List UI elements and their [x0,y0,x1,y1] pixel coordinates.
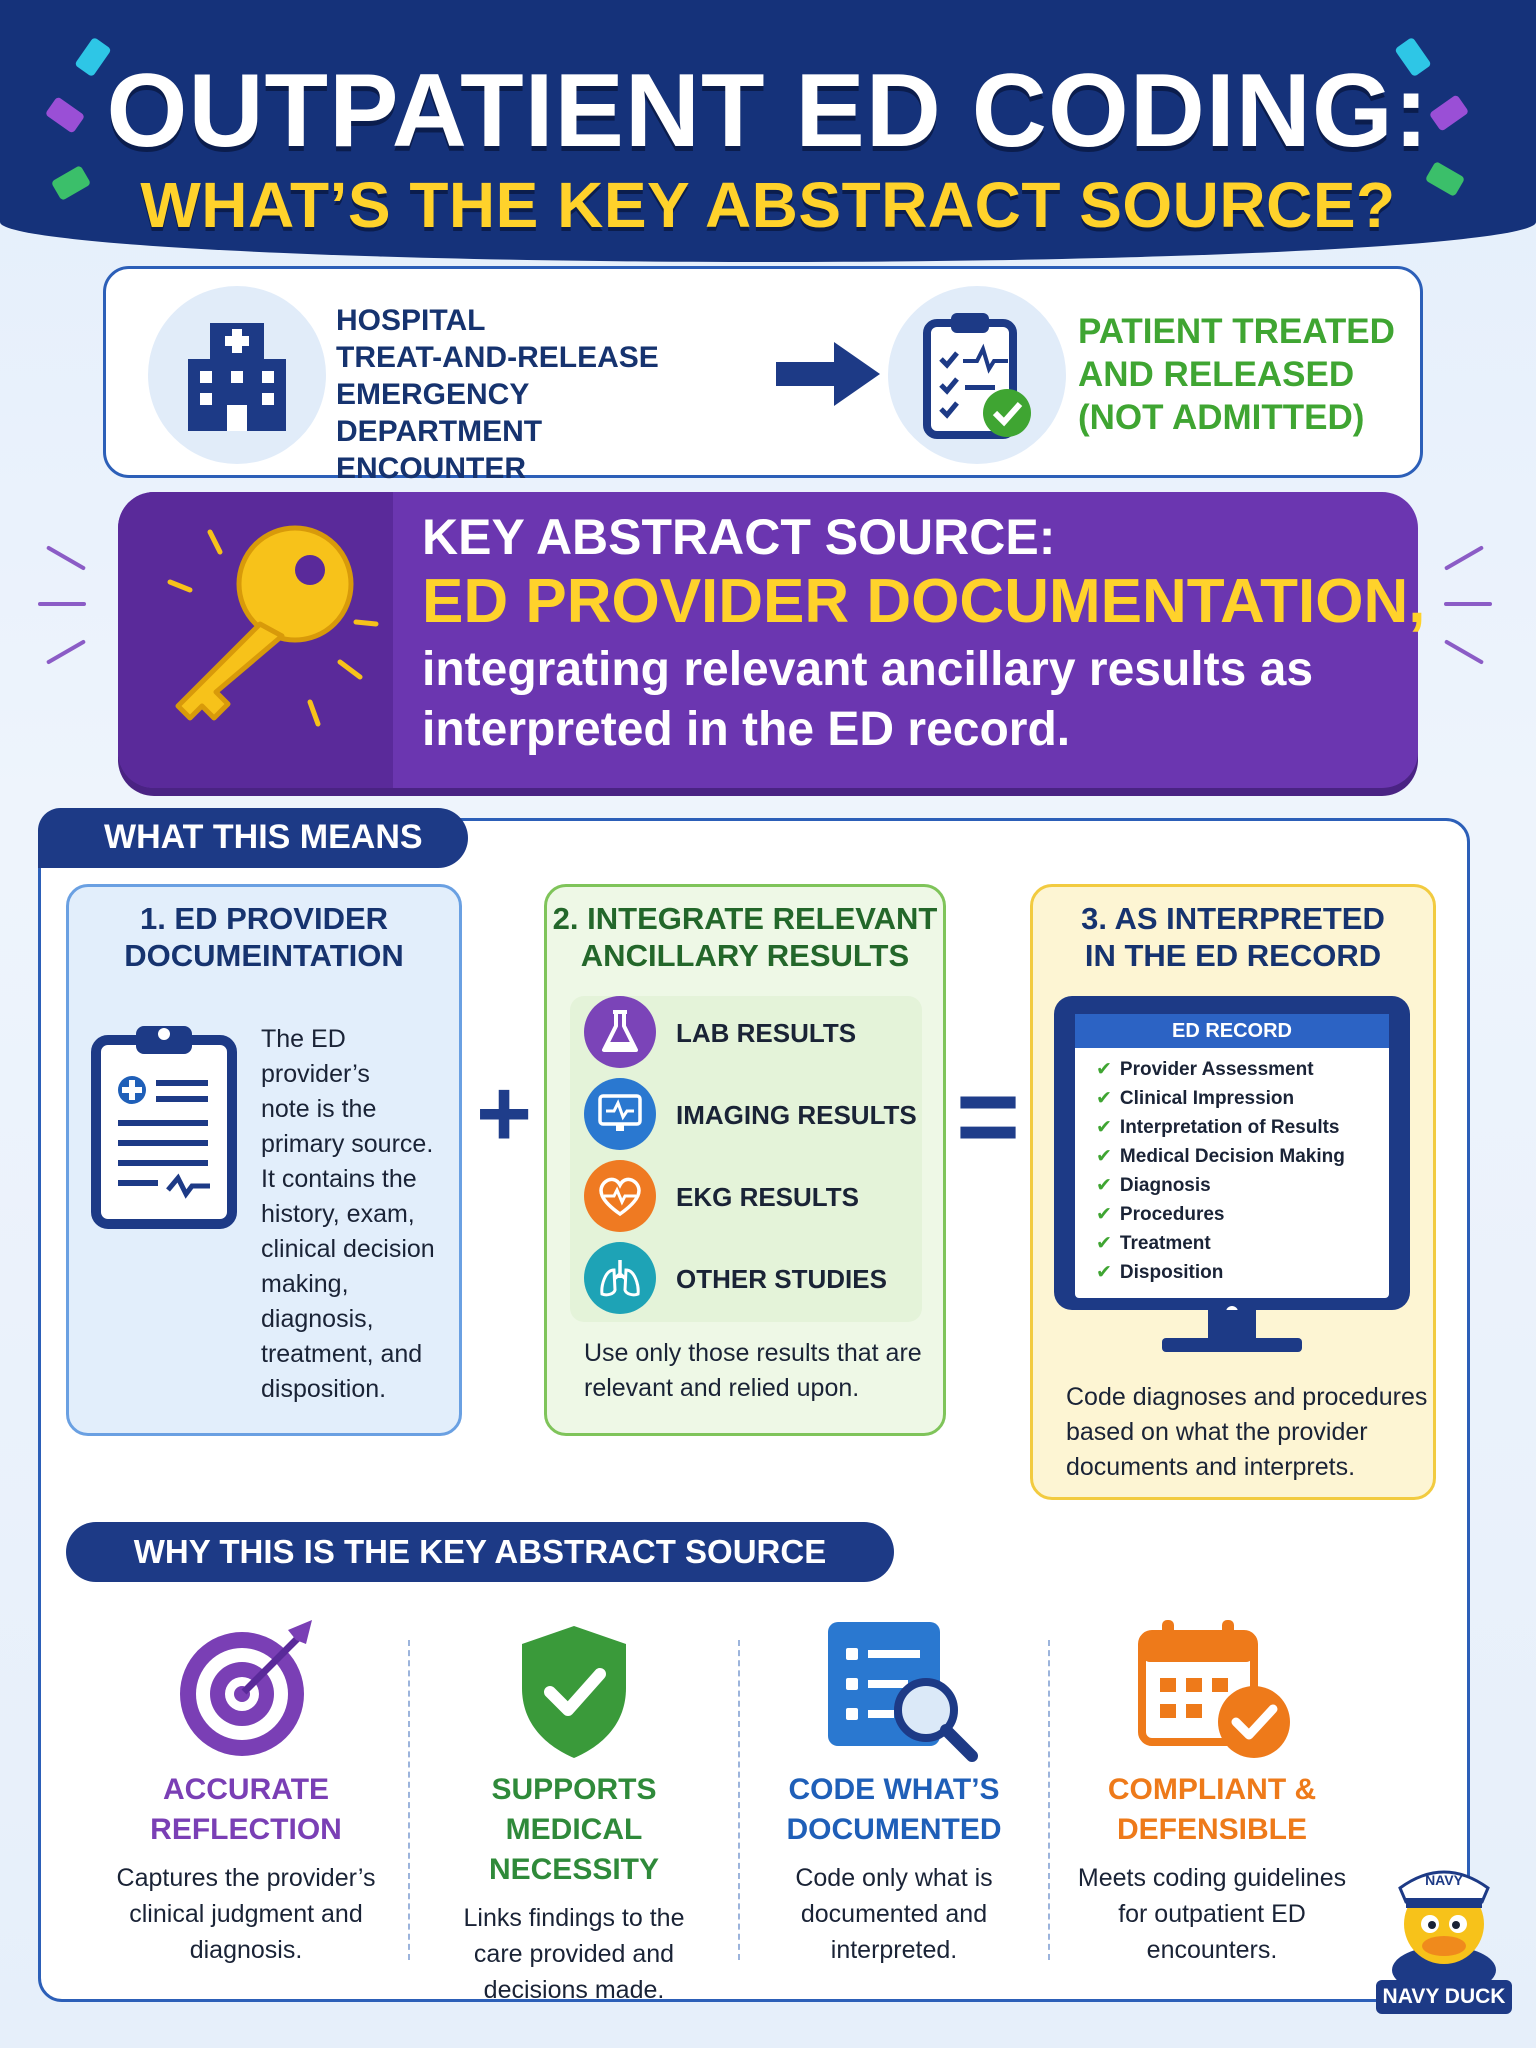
lab-results-label: LAB RESULTS [676,1018,857,1048]
clipboard-document-icon [90,1022,240,1230]
check-icon: ✔ [1096,1204,1112,1225]
column-divider [1048,1640,1050,1960]
why-desc: Meets coding guidelines for outpatient ED encounters. [1077,1864,1347,1964]
document-search-icon [826,1620,982,1764]
record-item: ✔ Medical Decision Making [1096,1146,1345,1167]
check-icon: ✔ [1096,1146,1112,1167]
key-icon [150,512,380,752]
check-icon: ✔ [1096,1175,1112,1196]
card1-title: 1. ED PROVIDER DOCUMEINTATION [124,901,404,973]
record-item: ✔ Diagnosis [1096,1175,1211,1196]
record-item: ✔ Treatment [1096,1233,1211,1254]
clipboard-check-icon [888,286,1066,464]
key-source-description: integrating relevant ancillary results as interpreted in the ED record. [422,643,1314,756]
why-title: COMPLIANT & DEFENSIBLE [1107,1773,1317,1846]
why-title: SUPPORTS MEDICAL NECESSITY [488,1773,660,1886]
check-icon: ✔ [1096,1117,1112,1138]
calendar-check-icon [1138,1618,1294,1764]
why-title: CODE WHAT’S DOCUMENTED [786,1773,1002,1846]
ed-record-list [1096,1058,1386,1290]
accent-ray [46,639,86,664]
card2-title: 2. INTEGRATE RELEVANT ANCILLARY RESULTS [552,901,938,973]
check-icon: ✔ [1096,1059,1112,1080]
why-section-header: WHY THIS IS THE KEY ABSTRACT SOURCE [66,1522,894,1582]
plus-sign: + [475,1060,533,1167]
page-title: OUTPATIENT ED CODING: [106,53,1430,169]
why-desc: Links findings to the care provided and decisions made. [463,1904,685,2004]
accent-ray [1444,639,1484,664]
heart-ekg-icon [584,1160,656,1232]
monitor-stand [1208,1310,1256,1340]
other-studies-label: OTHER STUDIES [676,1264,887,1294]
key-source-headline: ED PROVIDER DOCUMENTATION, [422,567,1426,636]
card2-note: Use only those results that are relevant and relied upon. [584,1339,922,1402]
column-divider [408,1640,410,1960]
record-item: ✔ Procedures [1096,1204,1225,1225]
column-divider [738,1640,740,1960]
card3-note: Code diagnoses and procedures based on what the provider documents and interprets. [1066,1383,1428,1481]
why-code-documented [744,1770,1044,1968]
navy-duck-badge: NAVY DUCK [1376,1980,1512,2014]
hospital-icon [148,286,326,464]
equals-sign: = [955,1055,1021,1178]
mascot-hat-text: NAVY [1425,1872,1463,1888]
check-icon: ✔ [1096,1233,1112,1254]
accent-ray [1444,602,1492,606]
why-compliant-defensible [1062,1770,1362,1968]
record-item: ✔ Disposition [1096,1262,1224,1283]
key-source-label: KEY ABSTRACT SOURCE: [422,509,1056,565]
lungs-icon [584,1242,656,1314]
encounter-outcome: PATIENT TREATED AND RELEASED (NOT ADMITTED) [1078,312,1395,437]
shield-check-icon [516,1622,632,1762]
accent-ray [38,602,86,606]
why-desc: Code only what is documented and interpreted. [795,1864,993,1964]
target-icon [170,1614,322,1766]
imaging-results-label: IMAGING RESULTS [676,1100,917,1130]
monitor-base [1162,1338,1302,1352]
check-icon: ✔ [1096,1262,1112,1283]
record-item: ✔ Provider Assessment [1096,1059,1314,1080]
why-title: ACCURATE REFLECTION [150,1773,342,1846]
page-subtitle: WHAT’S THE KEY ABSTRACT SOURCE? [140,169,1396,241]
record-item: ✔ Clinical Impression [1096,1088,1295,1109]
what-this-means-tab: WHAT THIS MEANS [38,808,468,868]
ekg-results-label: EKG RESULTS [676,1182,859,1212]
record-item: ✔ Interpretation of Results [1096,1117,1340,1138]
why-medical-necessity [424,1770,724,2008]
accent-ray [1444,545,1484,570]
accent-ray [46,545,86,570]
card1-body: The ED provider’s note is the primary source. It contains the history, exam, clinical decision making, diagnosis, treatment, and disposition. [261,1025,435,1403]
why-desc: Captures the provider’s clinical judgment and diagnosis. [116,1864,376,1964]
ed-record-title: ED RECORD [1075,1014,1389,1048]
monitor-waveform-icon [584,1078,656,1150]
encounter-description: HOSPITAL TREAT-AND-RELEASE EMERGENCY DEPARTMENT ENCOUNTER [336,304,659,485]
check-icon: ✔ [1096,1088,1112,1109]
flask-icon [584,996,656,1068]
card3-title: 3. AS INTERPRETED IN THE ED RECORD [1081,901,1385,973]
arrow-right-icon [776,340,884,408]
why-accurate-reflection [96,1770,396,1968]
